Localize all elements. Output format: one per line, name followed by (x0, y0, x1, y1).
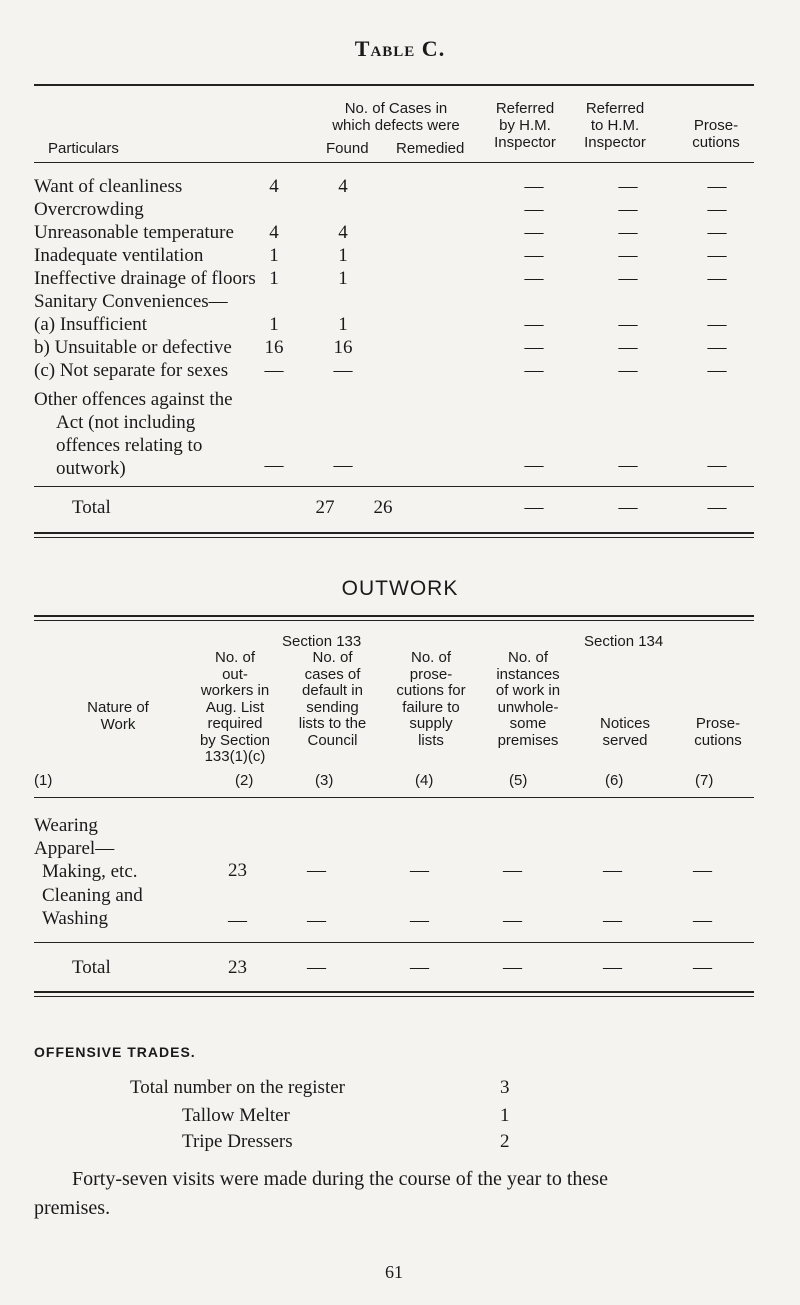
cell: 1 (338, 314, 348, 335)
cell: — (503, 860, 522, 881)
page-number: 61 (385, 1262, 403, 1282)
cell: — (618, 360, 638, 381)
outwork-row-wearing-apparel: Wearing Apparel— Making, etc. (34, 815, 138, 882)
row-label: Unreasonable temperature (34, 222, 234, 243)
cell: — (618, 268, 638, 289)
column-number: (6) (605, 772, 624, 789)
visits-paragraph-line1: Forty-seven visits were made during the course of the year to these (72, 1168, 608, 1190)
cell: — (693, 910, 712, 931)
cell: — (618, 455, 638, 476)
divider (34, 797, 754, 798)
cell: — (618, 245, 638, 266)
divider (34, 991, 754, 993)
cell: — (603, 957, 622, 978)
outwork-col4-header: No. of prose- cutions for failure to supply lists (396, 649, 466, 749)
cell: — (524, 314, 544, 335)
row-label: Ineffective drainage of floors (34, 268, 256, 289)
cell: 23 (228, 957, 247, 978)
cell: 23 (228, 860, 247, 881)
cell: 4 (269, 176, 279, 197)
cell: — (333, 360, 353, 381)
cell: — (264, 455, 284, 476)
cell: — (618, 497, 638, 518)
register-total-value: 3 (500, 1077, 510, 1098)
cell: — (707, 497, 727, 518)
cell: — (707, 314, 727, 335)
cell: — (524, 245, 544, 266)
cell: — (707, 337, 727, 358)
divider (34, 620, 754, 621)
header-to-hm: Referred to H.M. Inspector (584, 100, 646, 151)
cell: — (693, 860, 712, 881)
cell: — (524, 222, 544, 243)
divider (34, 162, 754, 163)
cell: — (618, 337, 638, 358)
visits-paragraph-line2: premises. (34, 1197, 111, 1219)
register-total-label: Total number on the register (130, 1077, 345, 1098)
header-found: No. of Cases in which defects were (332, 100, 460, 134)
total-found: 27 (315, 497, 335, 518)
cell: — (618, 314, 638, 335)
header-particulars: Particulars (48, 140, 119, 157)
column-number: (5) (509, 772, 528, 789)
outwork-row-cleaning-washing: Cleaning and Washing (42, 885, 143, 929)
cell: — (524, 497, 544, 518)
cell: — (410, 910, 429, 931)
offensive-trades-heading: OFFENSIVE TRADES. (34, 1044, 196, 1060)
divider (34, 486, 754, 487)
total-remedied: 26 (373, 497, 393, 518)
tripe-dressers-value: 2 (500, 1131, 510, 1152)
tallow-melter-label: Tallow Melter (182, 1105, 290, 1126)
cell: — (524, 199, 544, 220)
tallow-melter-value: 1 (500, 1105, 510, 1126)
cell: — (524, 176, 544, 197)
cell: 4 (338, 176, 348, 197)
column-number: (1) (34, 772, 53, 789)
cell: — (524, 268, 544, 289)
cell: 4 (338, 222, 348, 243)
outwork-col3-header: No. of cases of default in sending lists to the Council (298, 649, 367, 749)
divider (34, 942, 754, 943)
cell: 1 (269, 314, 279, 335)
cell: — (618, 222, 638, 243)
cell: — (307, 957, 326, 978)
row-label: b) Unsuitable or defective (34, 337, 232, 358)
cell: 1 (338, 245, 348, 266)
cell: 1 (269, 268, 279, 289)
outwork-col1-header: Nature of Work (87, 699, 149, 733)
cell: 1 (338, 268, 348, 289)
cell: 4 (269, 222, 279, 243)
section-133-label: Section 133 (282, 633, 362, 650)
column-number: (7) (695, 772, 714, 789)
outwork-col6-header: Notices served (599, 715, 651, 749)
cell: — (693, 957, 712, 978)
cell: — (707, 455, 727, 476)
cell: — (707, 222, 727, 243)
cell: — (603, 860, 622, 881)
cell: — (618, 199, 638, 220)
cell: — (503, 910, 522, 931)
cell: — (707, 199, 727, 220)
column-number: (4) (415, 772, 434, 789)
cell: — (228, 910, 247, 931)
header-remedied: Remedied (396, 140, 465, 157)
header-by-hm: Referred by H.M. Inspector (494, 100, 556, 151)
cell: — (707, 176, 727, 197)
header-prosecutions: Prose- cutions (692, 117, 740, 151)
tripe-dressers-label: Tripe Dressers (182, 1131, 293, 1152)
cell: — (524, 337, 544, 358)
outwork-total-label: Total (72, 957, 111, 978)
row-label: Want of cleanliness (34, 176, 183, 197)
cell: — (264, 360, 284, 381)
cell: — (707, 268, 727, 289)
outwork-col7-header: Prose- cutions (694, 715, 742, 749)
cell: 16 (333, 337, 353, 358)
cell: — (707, 360, 727, 381)
row-label: Inadequate ventilation (34, 245, 204, 266)
cell: — (524, 455, 544, 476)
divider (34, 537, 754, 538)
header-found-label: Found (326, 140, 369, 157)
divider (34, 615, 754, 617)
total-label: Total (72, 497, 111, 518)
divider (34, 532, 754, 534)
column-number: (3) (315, 772, 334, 789)
row-label: (a) Insufficient (34, 314, 148, 335)
cell: — (333, 455, 353, 476)
cell: — (503, 957, 522, 978)
section-134-label: Section 134 (584, 633, 664, 650)
divider (34, 996, 754, 997)
column-number: (2) (235, 772, 254, 789)
cell: 1 (269, 245, 279, 266)
outwork-col2-header: No. of out- workers in Aug. List required by Section 133(1)(c) (199, 649, 271, 765)
cell: — (410, 957, 429, 978)
cell: — (307, 910, 326, 931)
cell: — (410, 860, 429, 881)
other-offences-label: Other offences against the Act (not including offences relating to outwork) (34, 389, 233, 479)
row-label: Sanitary Conveniences— (34, 291, 228, 312)
outwork-heading: OUTWORK (341, 577, 459, 600)
table-title: Table C. (354, 36, 446, 61)
divider (34, 84, 754, 86)
row-label: (c) Not separate for sexes (34, 360, 229, 381)
cell: — (307, 860, 326, 881)
cell: — (707, 245, 727, 266)
cell: 16 (264, 337, 284, 358)
cell: — (524, 360, 544, 381)
row-label: Overcrowding (34, 199, 144, 220)
cell: — (603, 910, 622, 931)
outwork-col5-header: No. of instances of work in unwhole- some premises (495, 649, 561, 749)
cell: — (618, 176, 638, 197)
